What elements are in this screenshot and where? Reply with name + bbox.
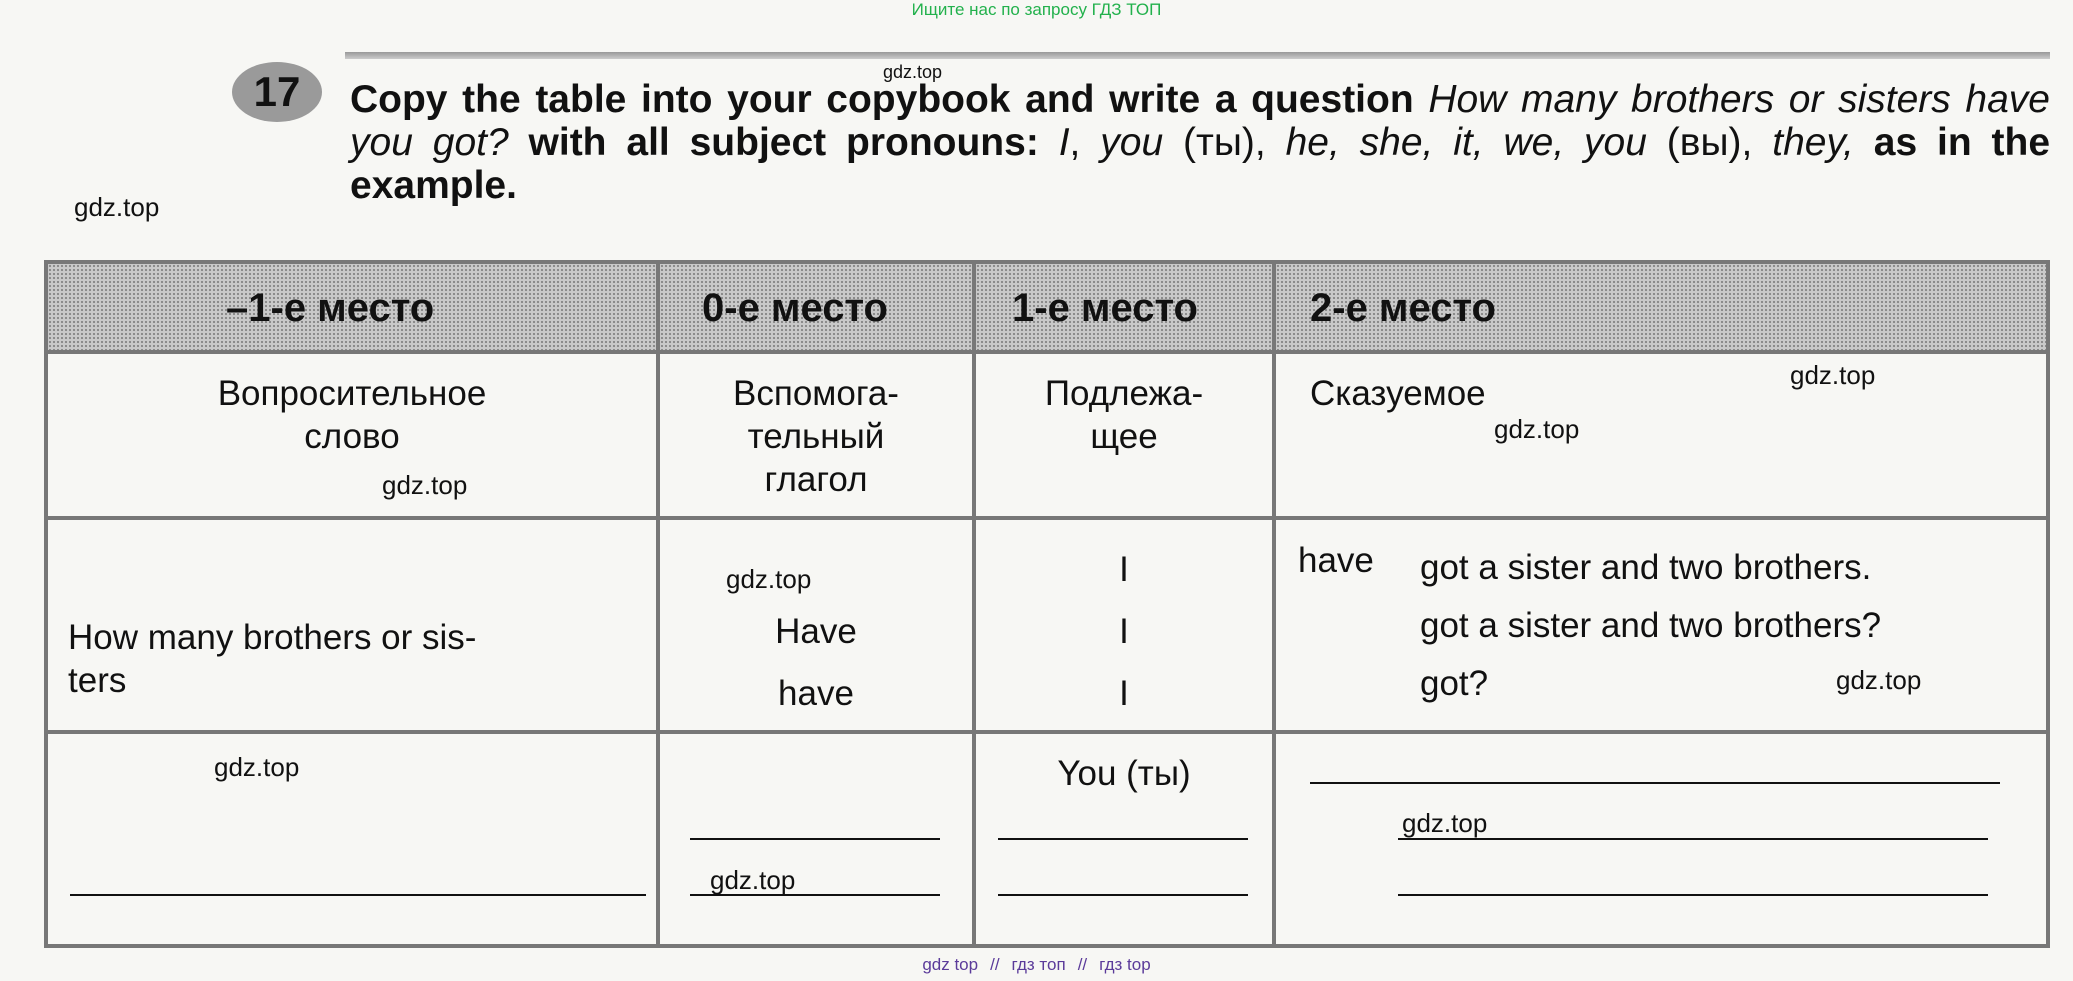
row1-col2-line3: глагол: [764, 460, 868, 499]
row2-col4-line3: got?: [1420, 664, 1489, 703]
pronoun-they: they,: [1772, 121, 1854, 164]
row2-col4-line2: got a sister and two brothers?: [1420, 606, 1882, 645]
header-col-0: 0-е место: [702, 286, 888, 330]
row-divider: [48, 730, 2046, 734]
row2-col1: [68, 616, 476, 702]
instruction-part1: Copy the table into your copybook and write a question: [350, 78, 1429, 121]
watermark: gdz.top: [1494, 414, 1580, 444]
link-gdz-top-mixed[interactable]: гдз top: [1099, 955, 1151, 974]
pronoun-table: [44, 260, 2050, 948]
row1-col3-line1: Подлежа-: [1044, 374, 1204, 413]
answer-blank-col1[interactable]: [70, 894, 646, 896]
row2-col3: [976, 539, 1272, 725]
row2-col4: [1420, 539, 1881, 713]
watermark: gdz.top: [74, 192, 160, 222]
pronoun-ty: (ты),: [1163, 121, 1286, 164]
link-separator: //: [990, 955, 1000, 974]
row2-col3-line2: I: [1119, 612, 1129, 651]
watermark: gdz.top: [710, 865, 796, 895]
row2-col2-line2: have: [778, 674, 854, 713]
row1-col3: [976, 372, 1272, 458]
row1-col2-line1: Вспомога-: [733, 374, 899, 413]
instruction-part2: with all subject pronouns:: [508, 121, 1059, 164]
pronoun-vy: (вы),: [1646, 121, 1773, 164]
page-divider: [345, 52, 2050, 59]
pronoun-you: you: [1100, 121, 1164, 164]
row3-col3: You (ты): [1057, 754, 1191, 793]
instruction-question: How many brothers or sisters have you got?: [350, 78, 2051, 164]
row2-col2-line1: Have: [775, 612, 857, 651]
exercise-number-badge: 17: [232, 62, 322, 122]
row-divider: [48, 516, 2046, 520]
watermark: gdz.top: [382, 470, 468, 500]
answer-blank-col4-c[interactable]: [1398, 894, 1988, 896]
exercise-instruction: Copy the table into your copybook and write a question How many brothers or sisters have you got? with all subject pronouns: I, you (ты), he, she, it, we, you (вы), they, as in the example.: [350, 78, 2051, 207]
row2-col1-line2: ters: [68, 661, 127, 700]
row2-col4-verb: have: [1298, 541, 1374, 580]
row1-col2-line2: тельный: [747, 417, 885, 456]
row-divider: [48, 350, 2046, 354]
row2-col3-line3: I: [1119, 674, 1129, 713]
search-hint-link[interactable]: Ищите нас по запросу ГДЗ ТОП: [911, 0, 1162, 19]
pronoun-i: I: [1058, 121, 1070, 164]
watermark: gdz.top: [1790, 360, 1876, 390]
link-gdz-top[interactable]: gdz top: [922, 955, 979, 974]
row2-col2: [660, 601, 972, 725]
pronoun-list: he, she, it, we, you: [1285, 121, 1647, 164]
watermark: gdz.top: [883, 62, 943, 82]
row2-col4-line1: got a sister and two brothers.: [1420, 548, 1872, 587]
row1-col1-line1: Вопросительное: [217, 374, 487, 413]
row2-col1-line1: How many brothers or sis-: [68, 618, 477, 657]
answer-blank-col3-a[interactable]: [998, 838, 1248, 840]
answer-blank-col4-a[interactable]: [1310, 782, 2000, 784]
link-gdz-top-ru[interactable]: гдз топ: [1011, 955, 1066, 974]
row1-col1: [48, 372, 656, 458]
column-divider: [1272, 264, 1276, 944]
link-separator: //: [1077, 955, 1088, 974]
instruction-part3: as in the example.: [350, 121, 2051, 207]
row1-col4: Сказуемое: [1310, 374, 1486, 413]
header-col-minus1: –1-е место: [226, 286, 435, 330]
watermark: gdz.top: [214, 752, 300, 782]
bottom-links: [0, 955, 2073, 975]
watermark: gdz.top: [1402, 808, 1488, 838]
row1-col2: [660, 372, 972, 501]
header-col-1: 1-е место: [1012, 286, 1198, 330]
answer-blank-col2-a[interactable]: [690, 838, 940, 840]
row1-col3-line2: щее: [1090, 417, 1158, 456]
row2-col3-line1: I: [1119, 550, 1129, 589]
watermark: gdz.top: [1836, 665, 1922, 695]
answer-blank-col3-b[interactable]: [998, 894, 1248, 896]
row1-col1-line2: слово: [304, 417, 400, 456]
watermark: gdz.top: [726, 564, 812, 594]
header-col-2: 2-е место: [1310, 286, 1496, 330]
